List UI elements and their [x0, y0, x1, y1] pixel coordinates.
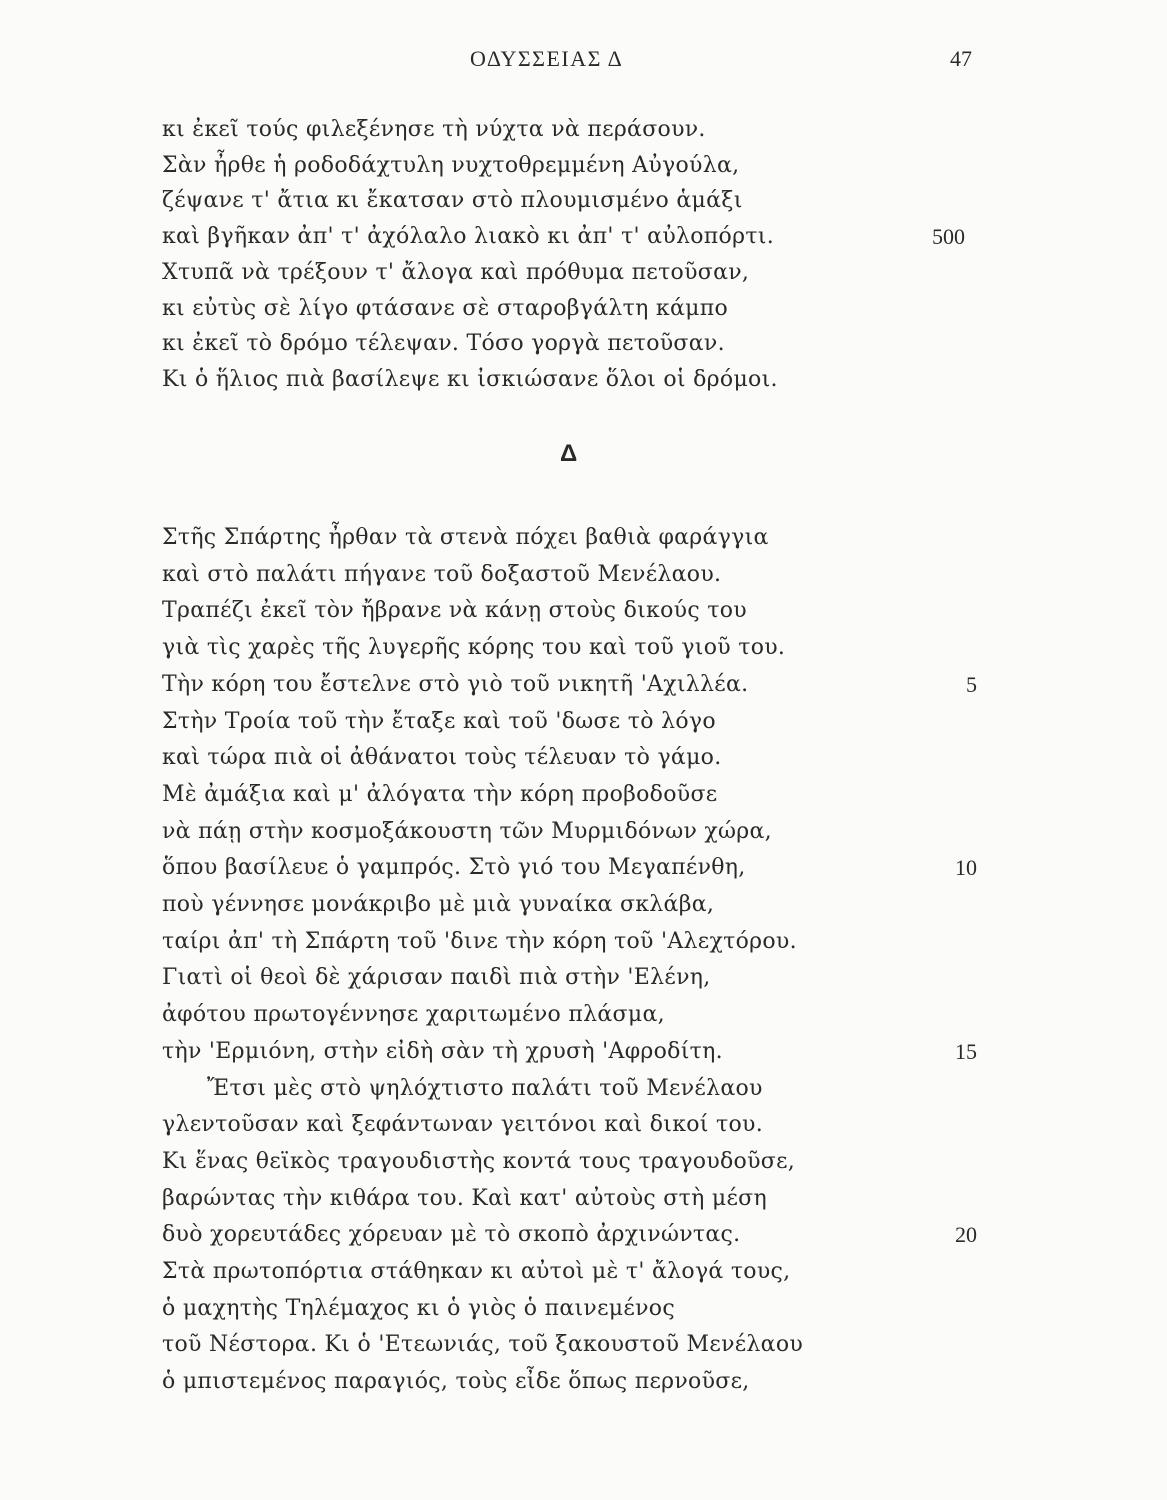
line-number: 15 — [955, 1038, 977, 1064]
verse-text: νὰ πάῃ στὴν κοσμοξάκουστη τῶν Μυρμιδόνων χώρα, — [162, 818, 772, 844]
verse-text: ταίρι ἀπ' τὴ Σπάρτη τοῦ 'δινε τὴν κόρη τοῦ 'Αλεχτόρου. — [162, 928, 797, 954]
verse-line — [0, 672, 1167, 708]
verse-line — [0, 1259, 1167, 1295]
verse-text: ὁ μαχητὴς Τηλέμαχος κι ὁ γιὸς ὁ παινεμένος — [162, 1295, 675, 1321]
verse-text: καὶ στὸ παλάτι πήγανε τοῦ δοξαστοῦ Μενέλαου. — [162, 561, 722, 587]
verse-text: κι ἐκεῖ τὸ δρόμο τέλεψαν. Τόσο γοργὰ πετοῦσαν. — [162, 331, 725, 357]
verse-line — [0, 598, 1167, 634]
verse-text: Στὴν Τροία τοῦ τὴν ἔταξε καὶ τοῦ 'δωσε τὸ λόγο — [162, 708, 716, 734]
verse-line — [0, 782, 1167, 818]
verse-line — [0, 1076, 1167, 1112]
verse-text: καὶ τώρα πιὰ οἱ ἀθάνατοι τοὺς τέλευαν τὸ γάμο. — [162, 745, 722, 771]
verse-text: τὴν 'Ερμιόνη, στὴν εἰδὴ σὰν τὴ χρυσὴ 'Αφροδίτη. — [162, 1038, 723, 1064]
verse-text: κι ἐκεῖ τούς φιλεξένησε τὴ νύχτα νὰ περάσουν. — [162, 117, 706, 142]
verse-text: γιὰ τὶς χαρὲς τῆς λυγερῆς κόρης του καὶ τοῦ γιοῦ του. — [162, 635, 786, 661]
verse-line — [0, 819, 1167, 855]
verse-text: Στῆς Σπάρτης ἦρθαν τὰ στενὰ πόχει βαθιὰ φαράγγια — [162, 525, 769, 550]
verse-line — [0, 153, 1167, 189]
verse-line — [0, 635, 1167, 671]
verse-text: Κι ὁ ἥλιος πιὰ βασίλεψε κι ἰσκιώσανε ὅλοι οἱ δρόμοι. — [162, 366, 778, 392]
verse-text: Κι ἕνας θεϊκὸς τραγουδιστὴς κοντά τους τραγουδοῦσε, — [162, 1148, 796, 1174]
verse-text: Ἔτσι μὲς στὸ ψηλόχτιστο παλάτι τοῦ Μενέλαου — [207, 1075, 763, 1101]
verse-text: ζέψανε τ' ἄτια κι ἔκατσαν στὸ πλουμισμένο ἁμάξι — [162, 188, 743, 214]
line-number: 20 — [955, 1222, 977, 1248]
verse-text: Τραπέζι ἐκεῖ τὸν ἤβρανε νὰ κάνῃ στοὺς δικούς του — [162, 598, 747, 624]
verse-text: γλεντοῦσαν καὶ ξεφάντωναν γειτόνοι καὶ δικοί του. — [162, 1112, 763, 1138]
verse-line — [0, 117, 1167, 153]
verse-line — [0, 1039, 1167, 1075]
verse-text: Τὴν κόρη του ἔστελνε στὸ γιὸ τοῦ νικητῆ 'Αχιλλέα. — [162, 671, 749, 697]
verse-line — [0, 892, 1167, 928]
verse-line — [0, 296, 1167, 332]
verse-line — [0, 367, 1167, 403]
line-number: 5 — [966, 671, 977, 697]
verse-line — [0, 745, 1167, 781]
verse-line — [0, 1222, 1167, 1258]
verse-line — [0, 260, 1167, 296]
verse-text: καὶ βγῆκαν ἀπ' τ' ἀχόλαλο λιακὸ κι ἀπ' τ' αὐλοπόρτι. — [162, 224, 775, 250]
verse-text: Γιατὶ οἱ θεοὶ δὲ χάρισαν παιδὶ πιὰ στὴν 'Ελένη, — [162, 965, 711, 991]
verse-text: Στὰ πρωτοπόρτια στάθηκαν κι αὐτοὶ μὲ τ' ἄλογά τους, — [162, 1259, 791, 1284]
verse-text: Μὲ ἀμάξια καὶ μ' ἀλόγατα τὴν κόρη προβοδοῦσε — [162, 781, 718, 807]
line-number: 10 — [955, 855, 977, 881]
book-heading: Δ — [560, 440, 578, 467]
verse-line — [0, 1369, 1167, 1405]
verse-line — [0, 855, 1167, 891]
verse-text: Χτυπᾶ νὰ τρέξουν τ' ἄλογα καὶ πρόθυμα πετοῦσαν, — [162, 259, 750, 285]
verse-text: ἀφότου πρωτογέννησε χαριτωμένο πλάσμα, — [162, 1002, 665, 1028]
verse-text: κι εὐτὺς σὲ λίγο φτάσανε σὲ σταροβγάλτη κάμπο — [162, 295, 729, 321]
verse-line — [0, 929, 1167, 965]
page-title: ΟΔΥΣΣΕΙΑΣ Δ — [470, 46, 624, 71]
verse-line — [0, 331, 1167, 367]
verse-text: ποὺ γέννησε μονάκριβο μὲ μιὰ γυναίκα σκλάβα, — [162, 892, 715, 917]
verse-text: βαρώντας τὴν κιθάρα του. Καὶ κατ' αὐτοὺς στὴ μέση — [162, 1185, 767, 1211]
verse-line — [0, 525, 1167, 561]
running-header — [0, 46, 1167, 76]
verse-line — [0, 965, 1167, 1001]
verse-text: ὅπου βασίλευε ὁ γαμπρός. Στὸ γιό του Μεγαπένθη, — [162, 855, 746, 881]
verse-text: ὁ μπιστεμένος παραγιός, τοὺς εἶδε ὅπως περνοῦσε, — [162, 1369, 750, 1395]
verse-line — [0, 1149, 1167, 1185]
verse-line — [0, 709, 1167, 745]
verse-line — [0, 1002, 1167, 1038]
verse-text: Σὰν ἦρθε ἡ ροδοδάχτυλη νυχτοθρεμμένη Αὐγούλα, — [162, 152, 740, 178]
verse-text: τοῦ Νέστορα. Κι ὁ 'Ετεωνιάς, τοῦ ξακουστοῦ Μενέλαου — [162, 1332, 804, 1358]
verse-line — [0, 1296, 1167, 1332]
page-number: 47 — [950, 46, 972, 71]
verse-line — [0, 224, 1167, 260]
line-number: 500 — [932, 224, 965, 250]
verse-line — [0, 562, 1167, 598]
verse-line — [0, 1332, 1167, 1368]
verse-line — [0, 1186, 1167, 1222]
verse-line — [0, 1112, 1167, 1148]
verse-text: δυὸ χορευτάδες χόρευαν μὲ τὸ σκοπὸ ἀρχινώντας. — [162, 1222, 741, 1248]
verse-line — [0, 188, 1167, 224]
